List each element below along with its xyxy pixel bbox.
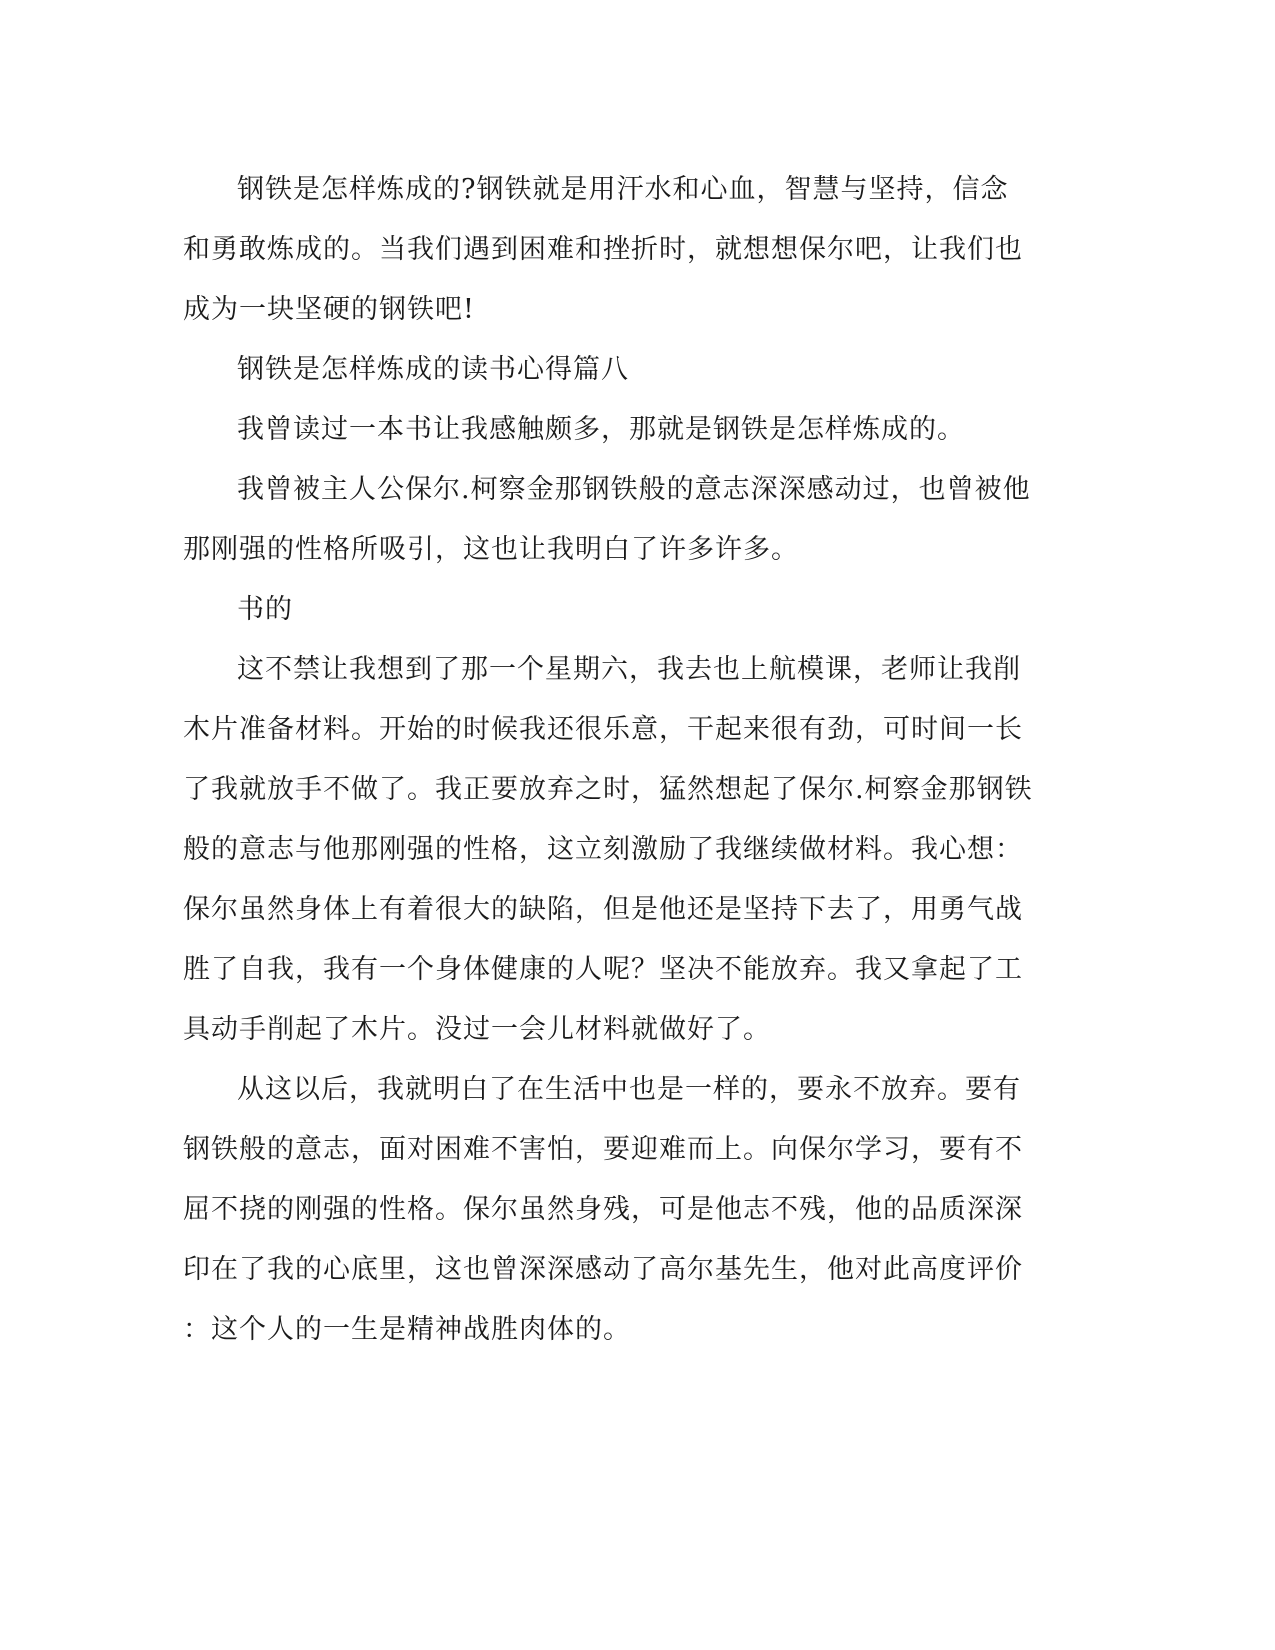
text-line: 从这以后，我就明白了在生活中也是一样的，要永不放弃。要有 [237, 1074, 1021, 1105]
text-line: 般的意志与他那刚强的性格，这立刻激励了我继续做材料。我心想： [183, 834, 1023, 865]
text-line: ：这个人的一生是精神战胜肉体的。 [183, 1314, 631, 1345]
text-line: 我曾读过一本书让我感触颇多，那就是钢铁是怎样炼成的。 [237, 414, 965, 445]
text-line: 书的 [237, 594, 293, 625]
text-line: 成为一块坚硬的钢铁吧! [183, 294, 475, 325]
text-line: 钢铁是怎样炼成的?钢铁就是用汗水和心血，智慧与坚持，信念 [237, 174, 1009, 205]
text-line: 我曾被主人公保尔.柯察金那钢铁般的意志深深感动过，也曾被他 [237, 474, 1031, 505]
text-line: 印在了我的心底里，这也曾深深感动了高尔基先生，他对此高度评价 [183, 1254, 1023, 1285]
text-line: 这不禁让我想到了那一个星期六，我去也上航模课，老师让我削 [237, 654, 1021, 685]
document-body [183, 160, 1043, 1360]
text-line: 钢铁般的意志，面对困难不害怕，要迎难而上。向保尔学习，要有不 [183, 1134, 1023, 1165]
paragraph-impression [183, 460, 1043, 580]
paragraph-fragment [183, 580, 1043, 640]
text-line: 具动手削起了木片。没过一会儿材料就做好了。 [183, 1014, 771, 1045]
text-line: 和勇敢炼成的。当我们遇到困难和挫折时，就想想保尔吧，让我们也 [183, 234, 1023, 265]
text-line: 保尔虽然身体上有着很大的缺陷，但是他还是坚持下去了，用勇气战 [183, 894, 1023, 925]
text-line: 钢铁是怎样炼成的读书心得篇八 [237, 354, 629, 385]
text-line: 了我就放手不做了。我正要放弃之时，猛然想起了保尔.柯察金那钢铁 [183, 774, 1033, 805]
paragraph-conclusion [183, 160, 1043, 340]
text-line: 那刚强的性格所吸引，这也让我明白了许多许多。 [183, 534, 799, 565]
paragraph-intro [183, 400, 1043, 460]
text-line: 木片准备材料。开始的时候我还很乐意，干起来很有劲，可时间一长 [183, 714, 1023, 745]
text-line: 胜了自我，我有一个身体健康的人呢？坚决不能放弃。我又拿起了工 [183, 954, 1023, 985]
paragraph-lesson [183, 1060, 1043, 1360]
section-heading [183, 340, 1043, 400]
text-line: 屈不挠的刚强的性格。保尔虽然身残，可是他志不残，他的品质深深 [183, 1194, 1023, 1225]
paragraph-story [183, 640, 1043, 1060]
